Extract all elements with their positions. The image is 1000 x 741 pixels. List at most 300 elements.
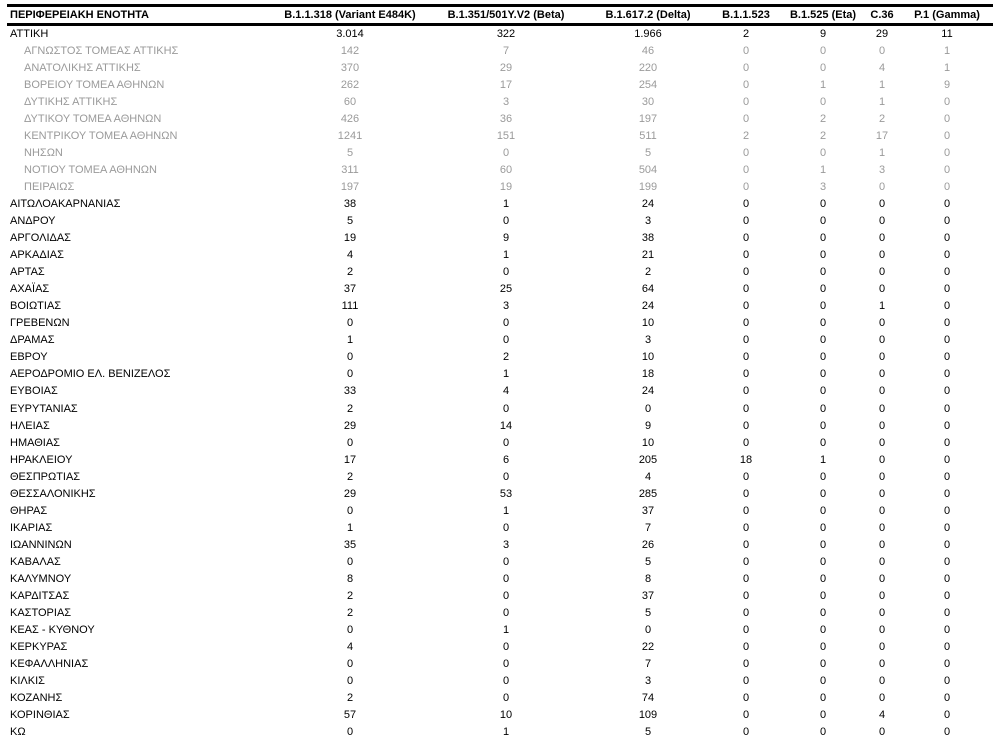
table-row [7,349,993,366]
header-region: ΠΕΡΙΦΕΡΕΙΑΚΗ ΕΝΟΤΗΤΑ [7,6,275,25]
region-name-cell: ΝΗΣΩΝ [24,146,63,159]
region-name-cell: ΒΟΡΕΙΟΥ ΤΟΜΕΑ ΑΘΗΝΩΝ [24,78,165,91]
region-name-cell: ΑΕΡΟΔΡΟΜΙΟ ΕΛ. ΒΕΝΙΖΕΛΟΣ [10,368,171,381]
count-cell-delta: 3 [644,214,652,227]
count-cell-b11523: 0 [742,78,750,91]
region-name-cell: ΗΜΑΘΙΑΣ [10,436,60,449]
count-cell-eta: 0 [819,402,827,415]
count-cell-gamma: 0 [943,521,951,534]
count-cell-c36: 4 [878,709,886,722]
variants-table [7,4,993,741]
region-name-cell: ΙΚΑΡΙΑΣ [10,521,53,534]
count-cell-b11523: 0 [742,163,750,176]
count-cell-b11523: 0 [742,249,750,262]
count-cell-beta: 3 [502,95,510,108]
table-row [7,434,993,451]
count-cell-e484k: 1 [346,334,354,347]
header-variant-beta: B.1.351/501Y.V2 (Beta) [425,6,587,25]
count-cell-gamma: 9 [943,78,951,91]
count-cell-e484k: 2 [346,266,354,279]
count-cell-beta: 0 [502,521,510,534]
count-cell-b11523: 0 [742,419,750,432]
count-cell-c36: 0 [878,197,886,210]
count-cell-delta: 26 [641,538,655,551]
table-row [7,724,993,741]
table-row [7,690,993,707]
table-row [7,212,993,229]
table-row [7,451,993,468]
count-cell-c36: 1 [878,300,886,313]
count-cell-c36: 0 [878,249,886,262]
count-cell-delta: 199 [638,180,658,193]
count-cell-b11523: 0 [742,641,750,654]
count-cell-e484k: 311 [341,163,359,176]
count-cell-e484k: 0 [346,351,354,364]
count-cell-beta: 1 [502,504,510,517]
count-cell-gamma: 0 [943,436,951,449]
count-cell-e484k: 0 [346,317,354,330]
count-cell-c36: 0 [878,572,886,585]
count-cell-b11523: 0 [742,521,750,534]
count-cell-beta: 151 [496,129,516,142]
count-cell-b11523: 0 [742,555,750,568]
table-row [7,25,993,43]
table-row [7,570,993,587]
count-cell-gamma: 0 [943,351,951,364]
count-cell-e484k: 33 [343,385,357,398]
count-cell-gamma: 11 [941,28,953,40]
count-cell-gamma: 0 [943,419,951,432]
count-cell-gamma: 0 [943,726,951,739]
count-cell-beta: 0 [502,607,510,620]
count-cell-gamma: 0 [943,112,951,125]
count-cell-c36: 0 [878,402,886,415]
count-cell-gamma: 0 [943,692,951,705]
count-cell-eta: 0 [819,658,827,671]
count-cell-delta: 22 [641,641,655,654]
count-cell-e484k: 4 [346,641,354,654]
count-cell-eta: 1 [819,453,827,466]
count-cell-gamma: 1 [943,44,951,57]
table-row-subregion [7,161,993,178]
count-cell-b11523: 0 [742,692,750,705]
count-cell-beta: 0 [502,641,510,654]
table-row [7,673,993,690]
count-cell-delta: 1.966 [634,28,662,40]
count-cell-delta: 220 [638,61,658,74]
region-name-cell: ΚΑΣΤΟΡΙΑΣ [10,607,72,620]
count-cell-b11523: 2 [742,28,750,40]
table-row [7,502,993,519]
table-row [7,383,993,400]
count-cell-b11523: 0 [742,112,750,125]
region-name-cell: ΚΕΑΣ - ΚΥΘΝΟΥ [10,624,95,637]
count-cell-gamma: 0 [943,709,951,722]
region-name-cell: ΑΓΝΩΣΤΟΣ ΤΟΜΕΑΣ ΑΤΤΙΚΗΣ [24,44,179,57]
count-cell-c36: 0 [878,385,886,398]
count-cell-b11523: 0 [742,44,750,57]
count-cell-e484k: 60 [343,95,357,108]
count-cell-gamma: 0 [943,197,951,210]
count-cell-beta: 4 [502,385,510,398]
count-cell-e484k: 0 [346,624,354,637]
region-name-cell: ΑΡΤΑΣ [10,266,45,279]
count-cell-gamma: 0 [943,590,951,603]
table-row [7,639,993,656]
count-cell-eta: 0 [819,555,827,568]
region-name-cell: ΚΕΦΑΛΛΗΝΙΑΣ [10,658,89,671]
count-cell-c36: 0 [878,283,886,296]
region-name-cell: ΔΥΤΙΚΗΣ ΑΤΤΙΚΗΣ [24,95,118,108]
count-cell-delta: 285 [638,487,658,500]
region-name-cell: ΚΑΒΑΛΑΣ [10,555,61,568]
count-cell-beta: 25 [499,283,513,296]
count-cell-c36: 0 [878,692,886,705]
count-cell-c36: 0 [878,368,886,381]
count-cell-delta: 10 [641,436,655,449]
count-cell-delta: 24 [641,197,655,210]
table-row-subregion [7,76,993,93]
count-cell-e484k: 426 [340,112,360,125]
count-cell-e484k: 2 [346,692,354,705]
count-cell-delta: 0 [644,402,652,415]
region-name-cell: ΚΟΡΙΝΘΙΑΣ [10,709,70,722]
count-cell-b11523: 0 [742,385,750,398]
count-cell-beta: 60 [499,163,513,176]
count-cell-c36: 0 [878,334,886,347]
count-cell-eta: 0 [819,692,827,705]
count-cell-b11523: 0 [742,470,750,483]
count-cell-delta: 197 [638,112,658,125]
count-cell-e484k: 29 [343,419,357,432]
count-cell-gamma: 1 [943,61,951,74]
count-cell-e484k: 5 [346,146,354,159]
count-cell-eta: 0 [819,436,827,449]
count-cell-b11523: 0 [742,197,750,210]
header-variant-eta: B.1.525 (Eta) [783,6,863,25]
region-name-cell: ΚΑΛΥΜΝΟΥ [10,572,72,585]
count-cell-eta: 2 [819,112,827,125]
count-cell-eta: 0 [819,504,827,517]
count-cell-beta: 0 [502,402,510,415]
count-cell-c36: 4 [878,61,886,74]
count-cell-eta: 0 [819,487,827,500]
count-cell-b11523: 0 [742,334,750,347]
count-cell-c36: 0 [878,538,886,551]
count-cell-eta: 1 [819,163,827,176]
count-cell-c36: 0 [878,317,886,330]
region-name-cell: ΚΩ [10,726,26,739]
count-cell-beta: 1 [502,726,510,739]
count-cell-gamma: 0 [943,317,951,330]
count-cell-c36: 0 [878,658,886,671]
table-row [7,605,993,622]
count-cell-c36: 0 [878,44,886,57]
count-cell-e484k: 0 [346,555,354,568]
count-cell-beta: 0 [502,572,510,585]
count-cell-c36: 0 [878,419,886,432]
count-cell-beta: 0 [502,214,510,227]
count-cell-e484k: 37 [343,283,357,296]
table-row [7,332,993,349]
count-cell-c36: 0 [878,555,886,568]
count-cell-beta: 17 [499,78,513,91]
count-cell-beta: 36 [499,112,513,125]
region-name-cell: ΚΑΡΔΙΤΣΑΣ [10,590,70,603]
table-row [7,247,993,264]
count-cell-c36: 0 [878,726,886,739]
count-cell-b11523: 0 [742,283,750,296]
count-cell-beta: 0 [502,266,510,279]
count-cell-delta: 37 [641,590,655,603]
count-cell-eta: 0 [819,317,827,330]
header-variant-gamma: P.1 (Gamma) [901,6,993,25]
count-cell-e484k: 370 [340,61,360,74]
count-cell-delta: 7 [644,658,652,671]
region-name-cell: ΗΛΕΙΑΣ [10,419,50,432]
region-name-cell: ΘΕΣΣΑΛΟΝΙΚΗΣ [10,487,96,500]
count-cell-b11523: 0 [742,487,750,500]
count-cell-beta: 0 [502,555,510,568]
count-cell-beta: 0 [502,317,510,330]
region-name-cell: ΚΕΝΤΡΙΚΟΥ ΤΟΜΕΑ ΑΘΗΝΩΝ [24,129,178,142]
count-cell-eta: 0 [819,470,827,483]
count-cell-beta: 322 [496,28,516,40]
region-name-cell: ΘΕΣΠΡΩΤΙΑΣ [10,470,81,483]
header-variant-delta: B.1.617.2 (Delta) [587,6,709,25]
header-variant-e484k: B.1.1.318 (Variant E484K) [275,6,425,25]
region-name-cell: ΓΡΕΒΕΝΩΝ [10,317,70,330]
region-name-cell: ΑΤΤΙΚΗ [10,28,49,40]
count-cell-delta: 30 [641,95,655,108]
count-cell-eta: 0 [819,521,827,534]
count-cell-gamma: 0 [943,572,951,585]
count-cell-beta: 14 [499,419,513,432]
count-cell-delta: 24 [641,300,655,313]
count-cell-gamma: 0 [943,453,951,466]
count-cell-delta: 64 [641,283,655,296]
region-name-cell: ΙΩΑΝΝΙΝΩΝ [10,538,72,551]
count-cell-b11523: 0 [742,538,750,551]
count-cell-delta: 504 [638,163,658,176]
table-row-subregion [7,93,993,110]
count-cell-c36: 0 [878,180,886,193]
count-cell-c36: 0 [878,607,886,620]
count-cell-delta: 46 [641,44,655,57]
count-cell-eta: 0 [819,538,827,551]
count-cell-beta: 2 [502,351,510,364]
count-cell-c36: 0 [878,470,886,483]
count-cell-e484k: 19 [343,232,357,245]
region-name-cell: ΔΡΑΜΑΣ [10,334,55,347]
count-cell-eta: 0 [819,641,827,654]
count-cell-beta: 9 [502,232,510,245]
table-row [7,298,993,315]
count-cell-e484k: 0 [346,436,354,449]
table-row [7,707,993,724]
count-cell-delta: 5 [644,726,652,739]
count-cell-eta: 0 [819,300,827,313]
count-cell-gamma: 0 [943,641,951,654]
count-cell-delta: 109 [638,709,658,722]
count-cell-b11523: 0 [742,504,750,517]
count-cell-eta: 0 [819,385,827,398]
count-cell-gamma: 0 [943,538,951,551]
count-cell-b11523: 0 [742,61,750,74]
header-variant-b11523: B.1.1.523 [709,6,783,25]
header-variant-c36: C.36 [863,6,901,25]
region-name-cell: ΗΡΑΚΛΕΙΟΥ [10,453,73,466]
table-row [7,519,993,536]
count-cell-eta: 0 [819,572,827,585]
count-cell-gamma: 0 [943,283,951,296]
count-cell-beta: 0 [502,146,510,159]
count-cell-e484k: 38 [343,197,357,210]
count-cell-e484k: 2 [346,402,354,415]
table-row [7,264,993,281]
count-cell-gamma: 0 [943,402,951,415]
count-cell-gamma: 0 [943,487,951,500]
count-cell-c36: 0 [878,487,886,500]
count-cell-e484k: 4 [346,249,354,262]
region-name-cell: ΚΙΛΚΙΣ [10,675,45,688]
region-name-cell: ΑΝΑΤΟΛΙΚΗΣ ΑΤΤΙΚΗΣ [24,61,141,74]
count-cell-gamma: 0 [943,334,951,347]
count-cell-b11523: 0 [742,300,750,313]
table-row [7,553,993,570]
count-cell-delta: 8 [644,572,652,585]
count-cell-delta: 205 [638,453,658,466]
count-cell-e484k: 2 [346,470,354,483]
count-cell-delta: 21 [641,249,655,262]
table-row [7,315,993,332]
count-cell-e484k: 142 [340,44,360,57]
count-cell-c36: 0 [878,232,886,245]
count-cell-e484k: 197 [340,180,360,193]
table-body [7,25,993,741]
count-cell-eta: 0 [819,61,827,74]
count-cell-delta: 5 [644,555,652,568]
count-cell-beta: 0 [502,334,510,347]
count-cell-e484k: 2 [346,607,354,620]
count-cell-c36: 0 [878,453,886,466]
count-cell-b11523: 0 [742,402,750,415]
count-cell-eta: 0 [819,214,827,227]
count-cell-beta: 0 [502,675,510,688]
count-cell-b11523: 0 [742,675,750,688]
count-cell-beta: 1 [502,249,510,262]
count-cell-eta: 2 [819,129,827,142]
count-cell-b11523: 0 [742,624,750,637]
count-cell-b11523: 0 [742,146,750,159]
count-cell-b11523: 0 [742,726,750,739]
count-cell-e484k: 5 [346,214,354,227]
table-row-subregion [7,59,993,76]
region-name-cell: ΕΒΡΟΥ [10,351,48,364]
count-cell-delta: 7 [644,521,652,534]
count-cell-e484k: 0 [346,658,354,671]
count-cell-c36: 29 [875,28,889,40]
count-cell-gamma: 0 [943,300,951,313]
table-row-subregion [7,144,993,161]
count-cell-beta: 0 [502,436,510,449]
table-row [7,656,993,673]
count-cell-b11523: 2 [742,129,750,142]
count-cell-c36: 0 [878,521,886,534]
count-cell-e484k: 2 [346,590,354,603]
count-cell-eta: 0 [819,283,827,296]
count-cell-b11523: 0 [742,180,750,193]
count-cell-c36: 3 [878,163,886,176]
table-row [7,400,993,417]
count-cell-c36: 0 [878,351,886,364]
count-cell-beta: 53 [499,487,513,500]
count-cell-delta: 3 [644,334,652,347]
count-cell-delta: 18 [641,368,655,381]
count-cell-e484k: 0 [346,368,354,381]
count-cell-c36: 0 [878,504,886,517]
count-cell-b11523: 0 [742,436,750,449]
table-row [7,417,993,434]
count-cell-beta: 0 [502,658,510,671]
table-row [7,230,993,247]
region-name-cell: ΕΥΒΟΙΑΣ [10,385,58,398]
count-cell-gamma: 0 [943,675,951,688]
count-cell-eta: 0 [819,419,827,432]
count-cell-gamma: 0 [943,470,951,483]
count-cell-gamma: 0 [943,95,951,108]
count-cell-gamma: 0 [943,180,951,193]
count-cell-beta: 3 [502,538,510,551]
region-name-cell: ΑΝΔΡΟΥ [10,214,56,227]
count-cell-beta: 6 [502,453,510,466]
count-cell-beta: 3 [502,300,510,313]
count-cell-beta: 29 [499,61,513,74]
count-cell-delta: 10 [641,317,655,330]
region-name-cell: ΑΡΚΑΔΙΑΣ [10,249,64,262]
count-cell-gamma: 0 [943,232,951,245]
count-cell-eta: 0 [819,95,827,108]
table-row-subregion [7,127,993,144]
count-cell-e484k: 8 [346,572,354,585]
count-cell-beta: 0 [502,590,510,603]
table-row-subregion [7,178,993,195]
count-cell-gamma: 0 [943,266,951,279]
count-cell-c36: 0 [878,436,886,449]
count-cell-b11523: 0 [742,658,750,671]
count-cell-gamma: 0 [943,624,951,637]
count-cell-b11523: 0 [742,607,750,620]
region-name-cell: ΚΟΖΑΝΗΣ [10,692,63,705]
count-cell-b11523: 0 [742,95,750,108]
count-cell-delta: 0 [644,624,652,637]
count-cell-c36: 0 [878,214,886,227]
count-cell-beta: 0 [502,470,510,483]
count-cell-delta: 24 [641,385,655,398]
count-cell-c36: 0 [878,675,886,688]
count-cell-b11523: 0 [742,709,750,722]
count-cell-delta: 3 [644,675,652,688]
count-cell-eta: 0 [819,709,827,722]
table-row [7,588,993,605]
count-cell-c36: 0 [878,266,886,279]
count-cell-e484k: 1241 [337,129,363,142]
count-cell-eta: 0 [819,624,827,637]
count-cell-eta: 0 [819,607,827,620]
count-cell-c36: 1 [878,78,886,91]
count-cell-delta: 9 [644,419,652,432]
table-row [7,195,993,212]
